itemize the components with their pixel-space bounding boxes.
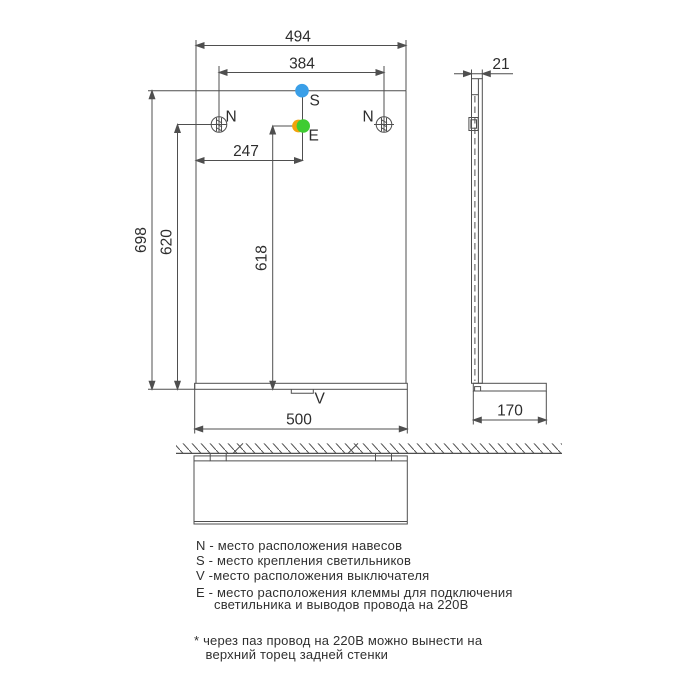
legend-line-switch: V -место расположения выключателя <box>196 568 430 584</box>
dim-terminal-offset-label: 247 <box>233 143 259 160</box>
dim-terminal-height-label: 618 <box>253 245 271 271</box>
legend-line-light: S - место крепления светильников <box>196 552 412 568</box>
legend-line-hooks: N - место расположения навесов <box>196 537 403 553</box>
hook-marker-label-left: N <box>225 108 237 126</box>
dim-total-height-label: 698 <box>133 227 150 253</box>
hook-marker-label-right: N <box>362 108 374 126</box>
light-marker-label: S <box>309 92 320 110</box>
dim-hook-height <box>175 125 227 390</box>
top-view <box>194 453 407 524</box>
side-shelf <box>473 383 546 391</box>
legend-line-terminal: E - место расположения клеммы для подключения <box>196 584 513 600</box>
top-view-hook-notch-right <box>376 453 392 461</box>
dim-total-height <box>149 91 155 390</box>
top-view-outline <box>194 456 407 524</box>
dim-shelf-depth-label: 170 <box>497 402 523 420</box>
dim-terminal-height <box>270 126 297 389</box>
side-view <box>469 79 546 391</box>
top-view-hook-notch-left <box>210 453 226 461</box>
switch-marker-label: V <box>314 390 325 408</box>
panel-bottom-strip <box>195 383 408 389</box>
dim-front-width-label: 494 <box>285 28 311 46</box>
footnote-line-2: верхний торец задней стенки <box>205 646 389 662</box>
front-view <box>148 91 407 394</box>
terminal-marker-label: E <box>308 127 319 145</box>
dim-bottom-width-label: 500 <box>286 411 312 429</box>
dim-hook-height-label: 620 <box>158 229 176 255</box>
wall-hatch <box>176 443 562 453</box>
footnote-line-1: * через паз провод на 220В можно вынести на <box>194 632 483 648</box>
dim-side-thickness-label: 21 <box>492 56 510 73</box>
dim-hook-span-label: 384 <box>289 55 315 73</box>
light-point-icon <box>295 84 309 98</box>
legend-line-terminal-cont: светильника и выводов провода на 220В <box>214 596 469 612</box>
switch-notch <box>291 389 313 393</box>
